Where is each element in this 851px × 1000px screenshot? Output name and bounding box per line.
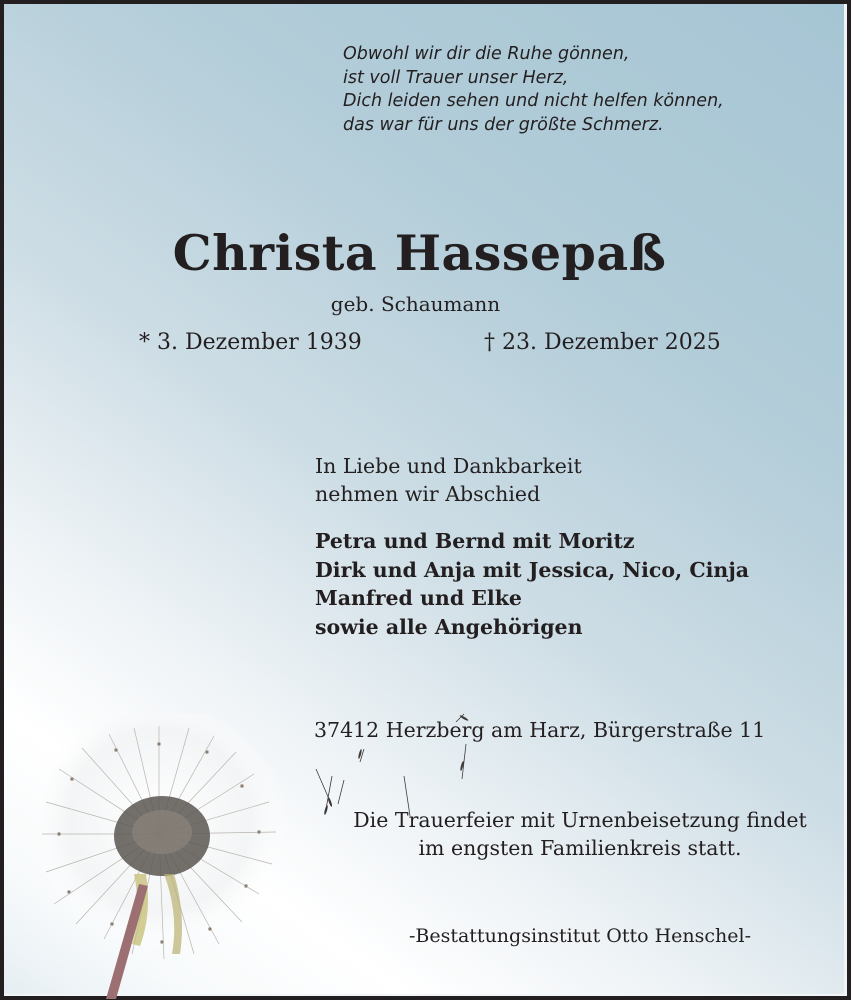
death-date: † 23. Dezember 2025: [484, 330, 721, 355]
ceremony-line: im engsten Familienkreis statt.: [418, 836, 742, 860]
poem-line: Obwohl wir dir die Ruhe gönnen,: [343, 44, 630, 64]
family-list: [315, 527, 749, 641]
family-line: Manfred und Elke: [315, 586, 522, 610]
poem: [343, 43, 724, 137]
family-line: Dirk und Anja mit Jessica, Nico, Cinja: [315, 557, 750, 582]
undertaker: -Bestattungsinstitut Otto Henschel-: [408, 925, 752, 947]
family-line: Petra und Bernd mit Moritz: [315, 529, 635, 553]
poem-line: Dich leiden sehen und nicht helfen können,: [343, 91, 724, 111]
dandelion-icon: [14, 714, 314, 999]
ceremony-line: Die Trauerfeier mit Urnenbeisetzung findet: [353, 808, 807, 832]
deceased-name: Christa Hassepaß: [172, 224, 667, 282]
farewell-line: nehmen wir Abschied: [315, 482, 541, 506]
ceremony-notice: [320, 806, 840, 862]
poem-line: ist voll Trauer unser Herz,: [343, 67, 569, 88]
family-line: sowie alle Angehörigen: [315, 614, 583, 639]
farewell-text: [315, 452, 582, 508]
poem-line: das war für uns der größte Schmerz.: [343, 114, 664, 135]
birth-date: * 3. Dezember 1939: [139, 330, 362, 355]
farewell-line: In Liebe und Dankbarkeit: [315, 454, 582, 478]
address: 37412 Herzberg am Harz, Bürgerstraße 11: [314, 718, 766, 742]
maiden-name: geb. Schaumann: [330, 292, 501, 316]
